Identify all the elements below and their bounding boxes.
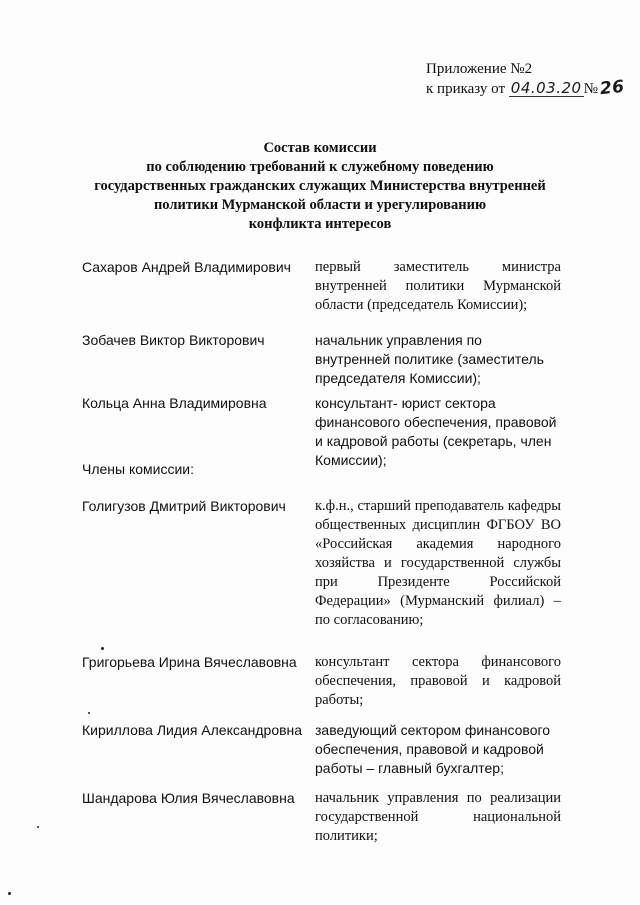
member-name: Григорьева Ирина Вячеславовна	[82, 654, 297, 670]
title-line: государственных гражданских служащих Министерства внутренней	[94, 178, 546, 194]
title-line: по соблюдению требований к служебному поведению	[146, 159, 494, 175]
scan-speck	[88, 712, 90, 714]
appendix-title: Приложение №2	[426, 61, 533, 77]
title-line: политики Мурманской области и урегулированию	[153, 197, 487, 213]
member-name: Сахаров Андрей Владимирович	[82, 259, 291, 275]
appendix-reference	[426, 60, 626, 99]
scan-speck	[101, 647, 104, 650]
member-name: Шандарова Юлия Вячеславовна	[82, 790, 295, 806]
member-role: заведующий сектором финансового обеспечения, правовой и кадровой работы – главный бухгалтер;	[315, 722, 551, 776]
member-role: консультант сектора финансового обеспечения, правовой и кадровой работы;	[315, 654, 561, 708]
member-name: Кириллова Лидия Александровна	[82, 722, 303, 738]
members-section-label: Члены комиссии:	[82, 461, 195, 477]
member-role: к.ф.н., старший преподаватель кафедры общественных дисциплин ФГБОУ ВО «Российская академия народного хозяйства и государственной службы при Президенте Российской Федерации» (Мурманский филиал) – по согласованию;	[315, 498, 561, 628]
member-name: Зобачев Виктор Викторович	[82, 332, 265, 348]
member-role: начальник управления по внутренней политике (заместитель председателя Комиссии);	[315, 332, 544, 386]
member-role: консультант- юрист сектора финансового обеспечения, правовой и кадровой работы (секретарь, член Комиссии);	[315, 395, 557, 468]
member-role: первый заместитель министра внутренней политики Мурманской области (председатель Комиссии);	[315, 259, 561, 313]
member-name: Кольца Анна Владимировна	[82, 395, 267, 411]
title-line: конфликта интересов	[248, 216, 392, 232]
scan-speck	[8, 892, 11, 895]
handwritten-order-number: 26	[598, 76, 626, 100]
scan-speck	[37, 826, 39, 828]
handwritten-order-date: 04.03.20	[510, 79, 582, 97]
order-reference-line	[426, 76, 626, 100]
member-name: Голигузов Дмитрий Викторович	[82, 498, 286, 514]
document-title	[70, 139, 570, 234]
order-number-sign: №	[583, 81, 598, 97]
member-role: начальник управления по реализации государственной национальной политики;	[315, 790, 561, 844]
title-line: Состав комиссии	[263, 140, 377, 156]
order-reference-prefix: к приказу от	[426, 81, 506, 97]
